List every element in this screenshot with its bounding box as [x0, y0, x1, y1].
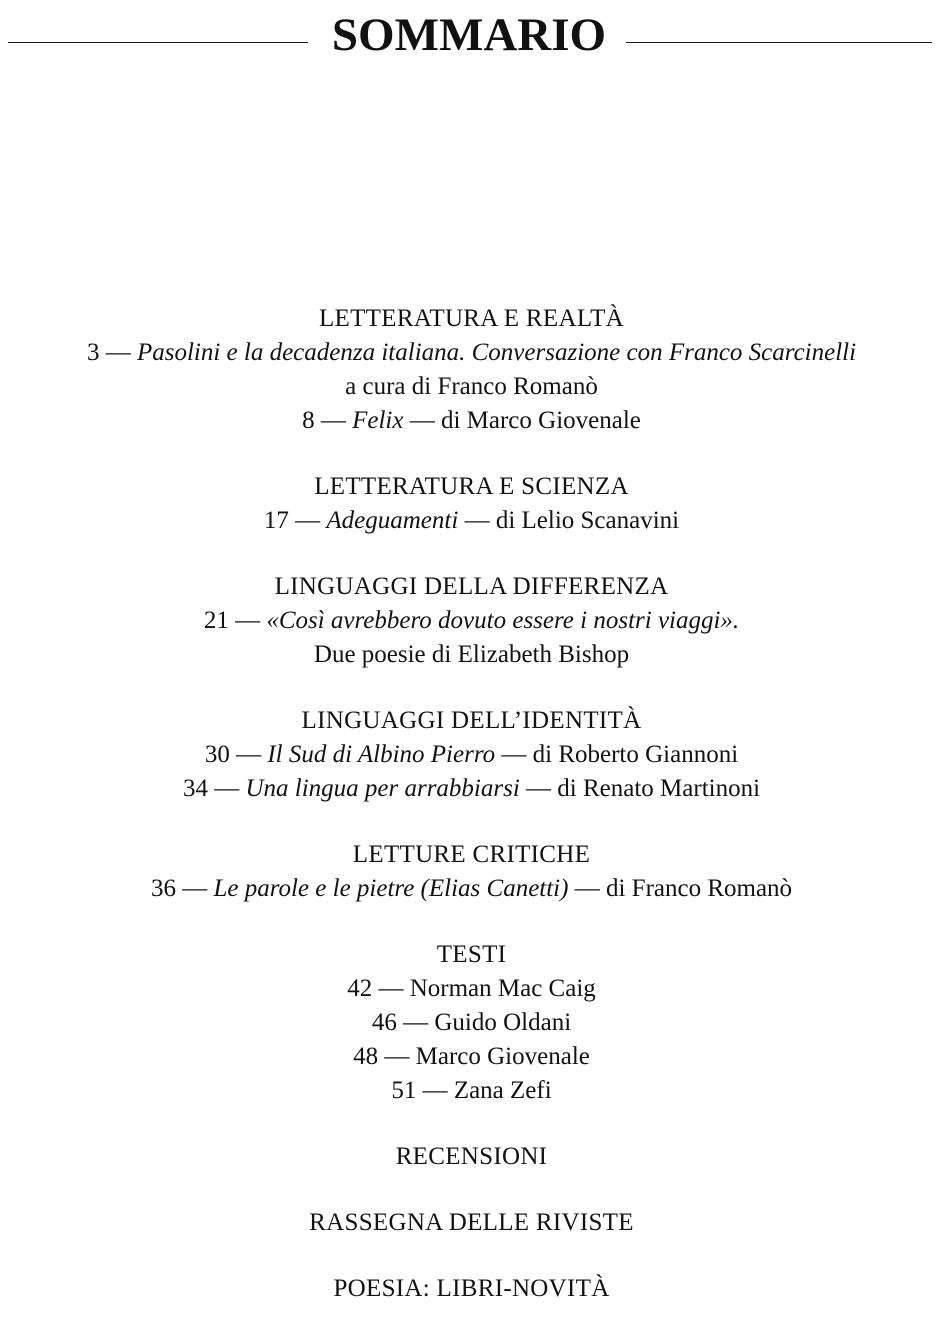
- entry-page-number: 36: [150, 875, 176, 902]
- section-testi: [0, 938, 943, 1108]
- toc-entry-credit: a cura di Franco Romanò: [345, 373, 598, 400]
- entry-page-number: 21: [203, 607, 229, 634]
- entry-dash: —: [182, 875, 208, 902]
- entry-title: Una lingua per arrabbiarsi: [245, 775, 520, 802]
- entry-author: — di Renato Martinoni: [526, 775, 761, 802]
- entry-dash: —: [236, 741, 262, 768]
- section-heading: POESIA: LIBRI-NOVITÀ: [333, 1275, 610, 1302]
- section-heading: LINGUAGGI DELLA DIFFERENZA: [274, 573, 669, 600]
- toc-entry: 42 — Norman Mac Caig: [347, 975, 596, 1002]
- entry-dash: —: [105, 339, 131, 366]
- entry-author: — di Marco Giovenale: [409, 407, 641, 434]
- section-letture-critiche: [0, 838, 943, 906]
- entry-title: Il Sud di Albino Pierro: [267, 741, 496, 768]
- entry-title: «Così avrebbero dovuto essere i nostri viaggi».: [266, 607, 740, 634]
- entry-page-number: 8: [302, 407, 315, 434]
- section-heading: LETTURE CRITICHE: [352, 841, 591, 868]
- toc-entry: 51 — Zana Zefi: [391, 1077, 552, 1104]
- toc-entry: [0, 872, 943, 906]
- section-heading: LETTERATURA E REALTÀ: [318, 305, 625, 332]
- entry-dash: —: [295, 507, 321, 534]
- entry-title: Adeguamenti: [326, 507, 459, 534]
- section-heading: TESTI: [436, 941, 507, 968]
- masthead: [0, 6, 943, 66]
- toc-entry: 46 — Guido Oldani: [371, 1009, 572, 1036]
- entry-page-number: 17: [263, 507, 289, 534]
- entry-page-number: 34: [182, 775, 208, 802]
- entry-page-number: 3: [86, 339, 100, 366]
- toc-entry: [0, 772, 943, 806]
- entry-dash: —: [214, 775, 240, 802]
- toc-entry: [0, 504, 943, 538]
- section-letteratura-scienza: [0, 470, 943, 538]
- section-heading: RASSEGNA DELLE RIVISTE: [309, 1209, 634, 1236]
- section-recensioni: [0, 1140, 943, 1174]
- section-heading: RECENSIONI: [395, 1143, 548, 1170]
- toc-entry: [0, 336, 943, 370]
- entry-author: — di Lelio Scanavini: [464, 507, 680, 534]
- section-rassegna-riviste: [0, 1206, 943, 1240]
- entry-author: — di Franco Romanò: [574, 875, 793, 902]
- right-rule: [626, 42, 932, 43]
- entry-title: Pasolini e la decadenza italiana. Conversazione con Franco Scarcinelli: [136, 339, 857, 366]
- entry-title: Le parole e le pietre (Elias Canetti): [213, 875, 569, 902]
- toc-entry: 48 — Marco Giovenale: [353, 1043, 590, 1070]
- section-poesia-novita: [0, 1272, 943, 1306]
- entry-title: Felix: [352, 407, 404, 434]
- table-of-contents: [0, 302, 943, 1306]
- toc-entry-credit: Due poesie di Elizabeth Bishop: [313, 641, 630, 668]
- toc-entry: [0, 404, 943, 438]
- toc-entry: [0, 604, 943, 638]
- section-letteratura-realta: [0, 302, 943, 438]
- section-heading: LETTERATURA E SCIENZA: [314, 473, 629, 500]
- left-rule: [8, 42, 308, 43]
- section-heading: LINGUAGGI DELL’IDENTITÀ: [301, 707, 642, 734]
- toc-entry: [0, 738, 943, 772]
- entry-author: — di Roberto Giannoni: [501, 741, 739, 768]
- entry-dash: —: [235, 607, 261, 634]
- section-linguaggi-identita: [0, 704, 943, 806]
- entry-dash: —: [320, 407, 346, 434]
- page-title: SOMMARIO: [331, 9, 607, 61]
- entry-page-number: 30: [204, 741, 230, 768]
- section-linguaggi-differenza: [0, 570, 943, 672]
